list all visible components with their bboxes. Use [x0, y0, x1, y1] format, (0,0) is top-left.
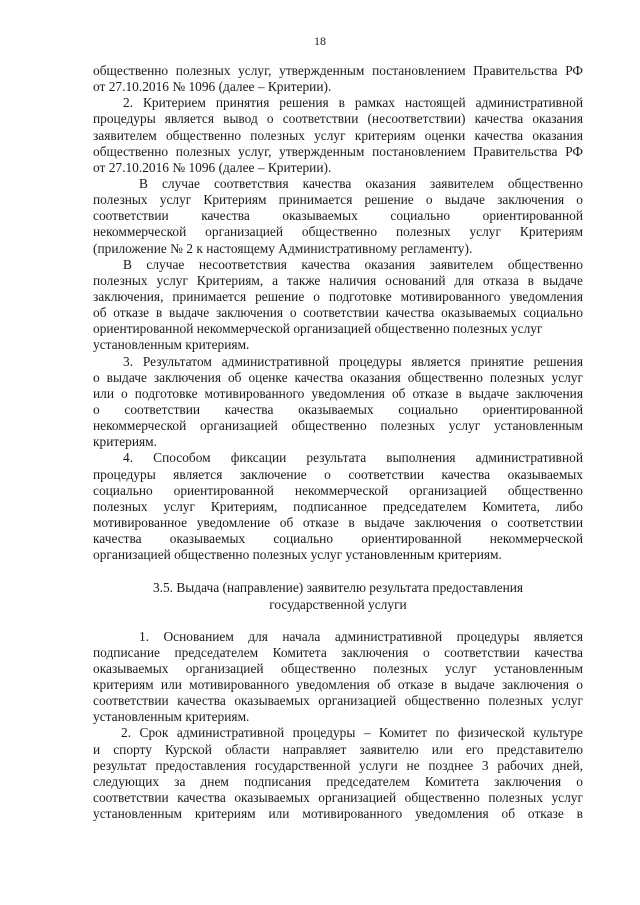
text-line: о выдаче заключения об оценке качества оказания общественно полезных услуг	[93, 369, 583, 385]
text-line: ориентированной некоммерческой организацией общественно полезных услуг	[93, 321, 543, 337]
text-line: подписание председателем Комитета заключения о соответствии качества	[93, 644, 583, 660]
text-line: заявителем общественно полезных услуг критериям оценки качества оказания	[93, 127, 583, 143]
text-line: общественно полезных услуг, утвержденным постановлением Правительства РФ	[93, 143, 583, 159]
text-line: результат предоставления государственной услуги не позднее 3 рабочих дней,	[93, 757, 583, 773]
text-line: установленным критериям.	[93, 709, 250, 725]
text-line: установленным критериям или мотивированного уведомления об отказе в	[93, 806, 583, 822]
text-line: соответствии качества оказываемых организацией общественно полезных услуг	[93, 693, 583, 709]
text-line: или о подготовке мотивированного уведомления об отказе в выдаче заключения	[93, 385, 583, 401]
text-line: (приложение № 2 к настоящему Административному регламенту).	[93, 240, 473, 256]
text-line: организацией общественно полезных услуг установленным критериям.	[93, 547, 502, 563]
text-line: установленным критериям.	[93, 337, 250, 353]
text-block-3-5	[93, 629, 583, 823]
section-heading-line-2: государственной услуги	[269, 596, 407, 612]
text-line: о соответствии качества оказываемых социально ориентированной	[93, 401, 583, 417]
document-body	[93, 63, 583, 822]
text-line: социально ориентированной некоммерческой организацией общественно	[93, 482, 583, 498]
text-line: некоммерческой организацией общественно полезных услуг Критериям	[93, 224, 583, 240]
text-line: процедуры является вывод о соответствии (несоответствии) качества оказания	[93, 111, 583, 127]
text-line: качества оказываемых социально ориентированной некоммерческой	[93, 531, 583, 547]
text-line: соответствии качества оказываемых организацией общественно полезных услуг	[93, 790, 583, 806]
text-line: общественно полезных услуг, утвержденным постановлением Правительства РФ	[93, 63, 583, 78]
text-line: 3. Результатом административной процедуры является принятие решения	[123, 353, 583, 369]
text-line: и спорту Курской области направляет заявителю или его представителю	[93, 741, 583, 757]
section-heading-line-1: 3.5. Выдача (направление) заявителю результата предоставления	[152, 580, 524, 596]
text-line: от 27.10.2016 № 1096 (далее – Критерии).	[93, 159, 332, 175]
page-number: 18	[314, 34, 326, 48]
text-line: мотивированное уведомление об отказе в выдаче заключения о соответствии	[93, 514, 583, 530]
text-line: заключения, принимается решение о подготовке мотивированного уведомления	[93, 288, 583, 304]
text-line: оказываемых организацией общественно полезных услуг установленным	[93, 660, 583, 676]
text-line: 1. Основанием для начала административной процедуры является	[139, 628, 583, 644]
text-line: полезных услуг Критериям принимается решение о выдаче заключения о	[93, 192, 583, 208]
text-line: соответствии качества оказываемых социально ориентированной	[93, 208, 583, 224]
text-line: 2. Критерием принятия решения в рамках настоящей административной	[123, 95, 583, 111]
text-line: критериям.	[93, 434, 158, 450]
text-line: В случае несоответствия качества оказания заявителем общественно	[123, 256, 583, 272]
text-line: некоммерческой организацией общественно полезных услуг установленным	[93, 418, 583, 434]
text-line: критериям или мотивированного уведомления об отказе в выдаче заключения о	[93, 677, 583, 693]
text-line: 4. Способом фиксации результата выполнения административной	[123, 450, 583, 466]
text-line: В случае соответствия качества оказания заявителем общественно	[139, 175, 583, 191]
text-line: следующих за днем подписания председателем Комитета заключения о	[93, 773, 583, 789]
text-line: от 27.10.2016 № 1096 (далее – Критерии).	[93, 79, 332, 95]
text-line: об отказе в выдаче заключения о соответствии качества оказываемых социально	[93, 305, 583, 321]
text-line: полезных услуг Критериям, а также наличия оснований для отказа в выдаче	[93, 272, 583, 288]
text-line: 2. Срок административной процедуры – Комитет по физической культуре	[121, 725, 583, 741]
text-line: процедуры является заключение о соответствии качества оказываемых	[93, 466, 583, 482]
text-block-3-4	[93, 63, 583, 563]
text-line: полезных услуг Критериям, подписанное председателем Комитета, либо	[93, 498, 583, 514]
